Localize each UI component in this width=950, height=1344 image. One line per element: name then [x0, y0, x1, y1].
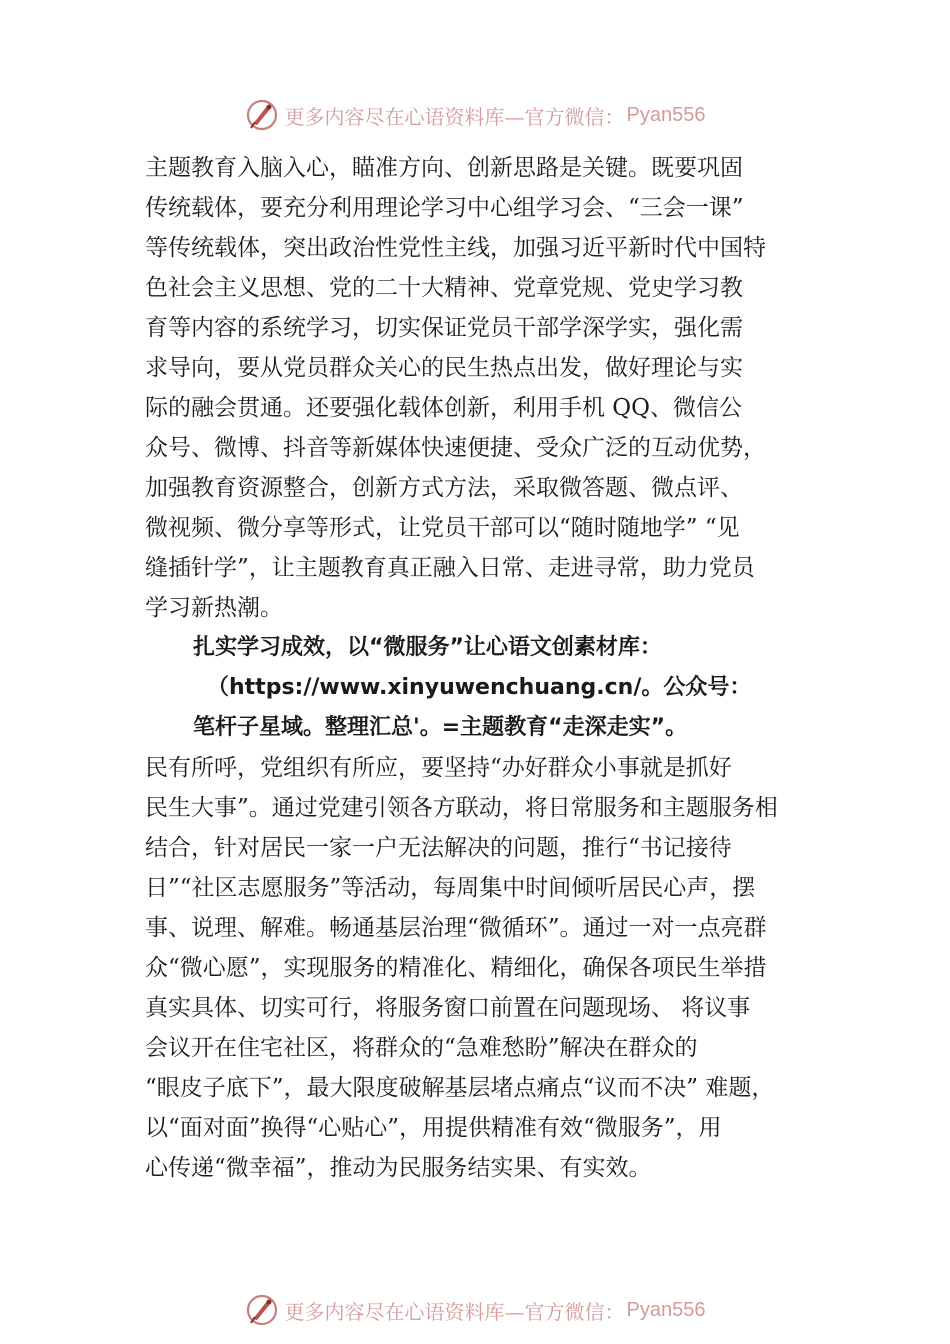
text-line: 以“面对面”换得“心贴心”，用提供精准有效“微服务”，用 [145, 1115, 722, 1141]
text-line: “眼皮子底下”，最大限度破解基层堵点痛点“议而不决” 难题， [145, 1075, 775, 1101]
text-line: 缝插针学”，让主题教育真正融入日常、走进寻常，助力党员 [145, 555, 755, 581]
text-line: 心传递“微幸福”，推动为民服务结实果、有实效。 [145, 1155, 652, 1181]
text-line: 事、说理、解难。畅通基层治理“微循环”。通过一对一点亮群 [145, 915, 767, 941]
heading-line: 扎实学习成效，以“微服务”让心语文创素材库： [193, 635, 662, 660]
text-line: 传统载体，要充分利用理论学习中心组学习会、“三会一课” [145, 195, 744, 221]
text-line: 众号、微博、抖音等新媒体快速便捷、受众广泛的互动优势， [145, 435, 766, 461]
text-line: 色社会主义思想、党的二十大精神、党章党规、党史学习教 [145, 275, 743, 301]
watermark-header [0, 95, 950, 135]
document-body [145, 148, 835, 1188]
text-line: 际的融会贯通。还要强化载体创新，利用手机 QQ、微信公 [145, 395, 743, 421]
watermark-text-en: Pyan556 [626, 103, 706, 126]
text-line: 加强教育资源整合，创新方式方法，采取微答题、微点评、 [145, 475, 743, 501]
text-line: 真实具体、切实可行，将服务窗口前置在问题现场、 将议事 [145, 995, 751, 1021]
heading-line: （https://www.xinyuwenchuang.cn/。公众号： [207, 675, 752, 700]
text-line: 众“微心愿”，实现服务的精准化、精细化，确保各项民生举措 [145, 955, 767, 981]
quill-pen-logo-icon [245, 1293, 279, 1327]
text-line: 求导向，要从党员群众关心的民生热点出发，做好理论与实 [145, 355, 743, 381]
text-line: 日”“社区志愿服务”等活动，每周集中时间倾听居民心声，摆 [145, 875, 756, 901]
watermark-text-en: Pyan556 [626, 1298, 706, 1321]
text-line: 育等内容的系统学习，切实保证党员干部学深学实，强化需 [145, 315, 743, 341]
paragraph-1 [145, 148, 835, 628]
text-line: 微视频、微分享等形式，让党员干部可以“随时随地学” “见 [145, 515, 740, 541]
section-heading [145, 628, 835, 748]
text-line: 民生大事”。通过党建引领各方联动，将日常服务和主题服务相 [145, 795, 778, 821]
quill-pen-logo-icon [245, 98, 279, 132]
text-line: 学习新热潮。 [145, 595, 283, 621]
paragraph-2 [145, 748, 835, 1188]
text-line: 主题教育入脑入心，瞄准方向、创新思路是关键。既要巩固 [145, 155, 743, 181]
watermark-footer [0, 1290, 950, 1330]
watermark-text-cn: 更多内容尽在心语资料库—官方微信： [284, 104, 625, 129]
text-line: 结合，针对居民一家一户无法解决的问题，推行“书记接待 [145, 835, 732, 861]
text-line: 等传统载体，突出政治性党性主线，加强习近平新时代中国特 [145, 235, 766, 261]
text-line: 会议开在住宅社区，将群众的“急难愁盼”解决在群众的 [145, 1035, 698, 1061]
heading-line: 笔杆子星域。整理汇总'。=主题教育“走深走实”。 [193, 715, 688, 740]
text-line: 民有所呼，党组织有所应，要坚持“办好群众小事就是抓好 [145, 755, 732, 781]
watermark-text-cn: 更多内容尽在心语资料库—官方微信： [284, 1299, 625, 1324]
